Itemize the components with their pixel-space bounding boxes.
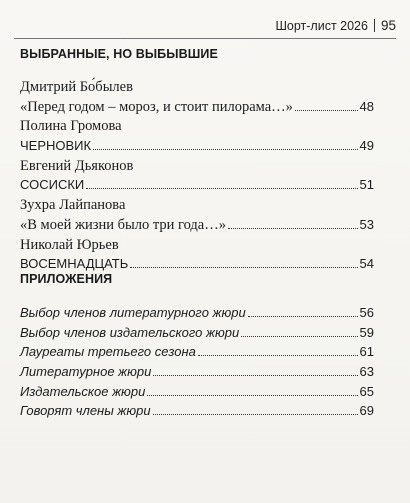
dot-leader: [93, 149, 357, 150]
dot-leader: [147, 395, 357, 396]
toc-entry-title: Говорят члены жюри: [20, 403, 151, 419]
toc-author: Дмитрий Бо́былев: [20, 79, 133, 95]
toc-entry-page: 59: [359, 324, 374, 340]
dot-leader: [228, 228, 358, 229]
toc-entry-page: 53: [359, 216, 374, 232]
page-number: 95: [380, 18, 396, 33]
running-head-title: Шорт-лист 2026: [275, 18, 368, 33]
dot-leader: [153, 414, 358, 415]
toc-author: Полина Громова: [20, 118, 122, 135]
toc-entry-title: Выбор членов литературного жюри: [20, 305, 246, 320]
toc-entry-title: ВОСЕМНАДЦАТЬ: [20, 256, 129, 272]
toc-appendix-entry[interactable]: [20, 344, 374, 364]
toc-selected: [20, 79, 374, 276]
section-title-selected: ВЫБРАННЫЕ, НО ВЫБЫВШИЕ: [20, 47, 218, 61]
toc-appendix-entry[interactable]: [20, 384, 374, 404]
dot-leader: [130, 267, 357, 268]
toc-entry-page: 48: [359, 98, 374, 114]
toc-entry-title: «В моей жизни было три года…»: [20, 216, 226, 233]
dot-leader: [295, 110, 358, 111]
toc-entry-title: ЧЕРНОВИК: [20, 138, 92, 154]
toc-entry-title: СОСИСКИ: [20, 177, 85, 193]
toc-appendix-entry[interactable]: [20, 403, 374, 423]
dot-leader: [198, 355, 358, 356]
dot-leader: [248, 316, 358, 317]
toc-entry-title: Издательское жюри: [20, 383, 146, 399]
toc-appendix: [20, 305, 374, 423]
toc-entry-page: 51: [359, 177, 374, 193]
toc-entry-page: 69: [359, 403, 374, 419]
toc-entry-title: Выбор членов издательского жюри: [20, 324, 240, 340]
toc-appendix-entry[interactable]: [20, 305, 374, 325]
running-head: [275, 18, 396, 33]
section-title-appendix: ПРИЛОЖЕНИЯ: [20, 272, 113, 286]
header-rule: [14, 38, 396, 39]
toc-appendix-entry[interactable]: [20, 364, 374, 384]
toc-entry-page: 54: [359, 256, 374, 272]
toc-author: Евгений Дьяконов: [20, 157, 134, 174]
toc-entry[interactable]: [20, 177, 374, 197]
toc-entry[interactable]: [20, 138, 374, 158]
running-head-separator: [374, 19, 375, 32]
toc-entry-title: Лауреаты третьего сезона: [20, 344, 196, 360]
toc-entry[interactable]: [20, 217, 374, 237]
dot-leader: [153, 375, 357, 376]
toc-author: Николай Юрьев: [20, 236, 119, 253]
toc-entry-page: 61: [359, 344, 374, 360]
toc-appendix-entry[interactable]: [20, 325, 374, 345]
dot-leader: [241, 336, 357, 337]
toc-entry-page: 65: [359, 383, 374, 399]
toc-entry-page: 56: [359, 305, 374, 320]
toc-entry[interactable]: [20, 99, 374, 119]
toc-entry-title: Литературное жюри: [20, 364, 152, 380]
dot-leader: [86, 188, 357, 189]
toc-entry-page: 49: [359, 138, 374, 154]
toc-entry-title: «Перед годом – мороз, и стоит пилорама…»: [20, 98, 293, 115]
toc-entry-page: 63: [359, 364, 374, 380]
toc-author: Зухра Лайпанова: [20, 197, 126, 214]
